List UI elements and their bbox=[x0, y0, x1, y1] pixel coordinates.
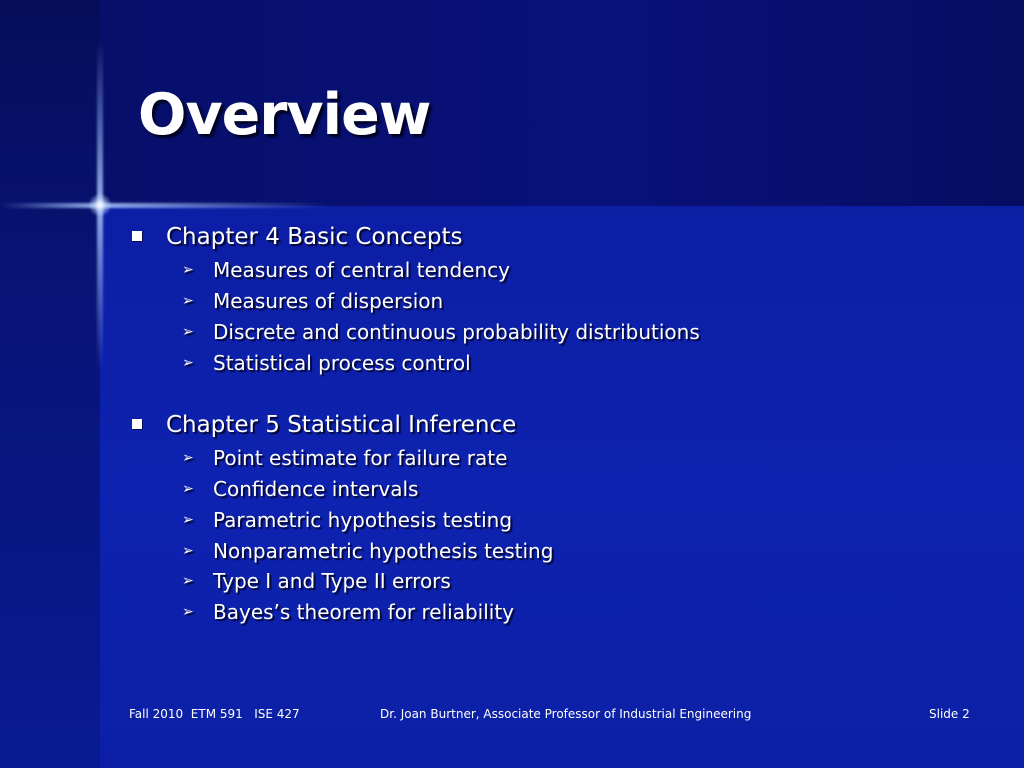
list-item: ➢ Confidence intervals bbox=[182, 477, 419, 501]
arrow-bullet-icon: ➢ bbox=[182, 292, 194, 309]
arrow-bullet-icon: ➢ bbox=[182, 480, 194, 497]
background-left-band bbox=[0, 0, 100, 768]
square-bullet-icon bbox=[132, 419, 142, 429]
list-item: ➢ Parametric hypothesis testing bbox=[182, 508, 513, 532]
footer-author: Dr. Joan Burtner, Associate Professor of Industrial Engineering bbox=[380, 707, 752, 721]
list-item: ➢ Measures of central tendency bbox=[182, 258, 510, 282]
footer-course-info: Fall 2010 ETM 591 ISE 427 bbox=[129, 707, 300, 721]
arrow-bullet-icon: ➢ bbox=[182, 323, 194, 340]
decorative-horizontal-glow bbox=[0, 203, 330, 208]
arrow-bullet-icon: ➢ bbox=[182, 542, 194, 559]
section-heading-chapter-5: Chapter 5 Statistical Inference bbox=[132, 412, 516, 438]
list-item: ➢ Nonparametric hypothesis testing bbox=[182, 539, 554, 563]
arrow-bullet-icon: ➢ bbox=[182, 449, 194, 466]
list-item: ➢ Bayes’s theorem for reliability bbox=[182, 600, 515, 624]
list-item: ➢ Measures of dispersion bbox=[182, 289, 444, 313]
decorative-star-flare-icon bbox=[88, 193, 112, 217]
slide-title: Overview bbox=[138, 82, 431, 148]
list-item: ➢ Discrete and continuous probability distributions bbox=[182, 320, 700, 344]
list-item: ➢ Statistical process control bbox=[182, 351, 471, 375]
arrow-bullet-icon: ➢ bbox=[182, 511, 194, 528]
arrow-bullet-icon: ➢ bbox=[182, 603, 194, 620]
arrow-bullet-icon: ➢ bbox=[182, 572, 194, 589]
footer-slide-number: Slide 2 bbox=[929, 707, 970, 721]
arrow-bullet-icon: ➢ bbox=[182, 261, 194, 278]
arrow-bullet-icon: ➢ bbox=[182, 354, 194, 371]
list-item: ➢ Point estimate for failure rate bbox=[182, 446, 508, 470]
list-item: ➢ Type I and Type II errors bbox=[182, 569, 451, 593]
section-heading-chapter-4: Chapter 4 Basic Concepts bbox=[132, 224, 463, 250]
square-bullet-icon bbox=[132, 231, 142, 241]
